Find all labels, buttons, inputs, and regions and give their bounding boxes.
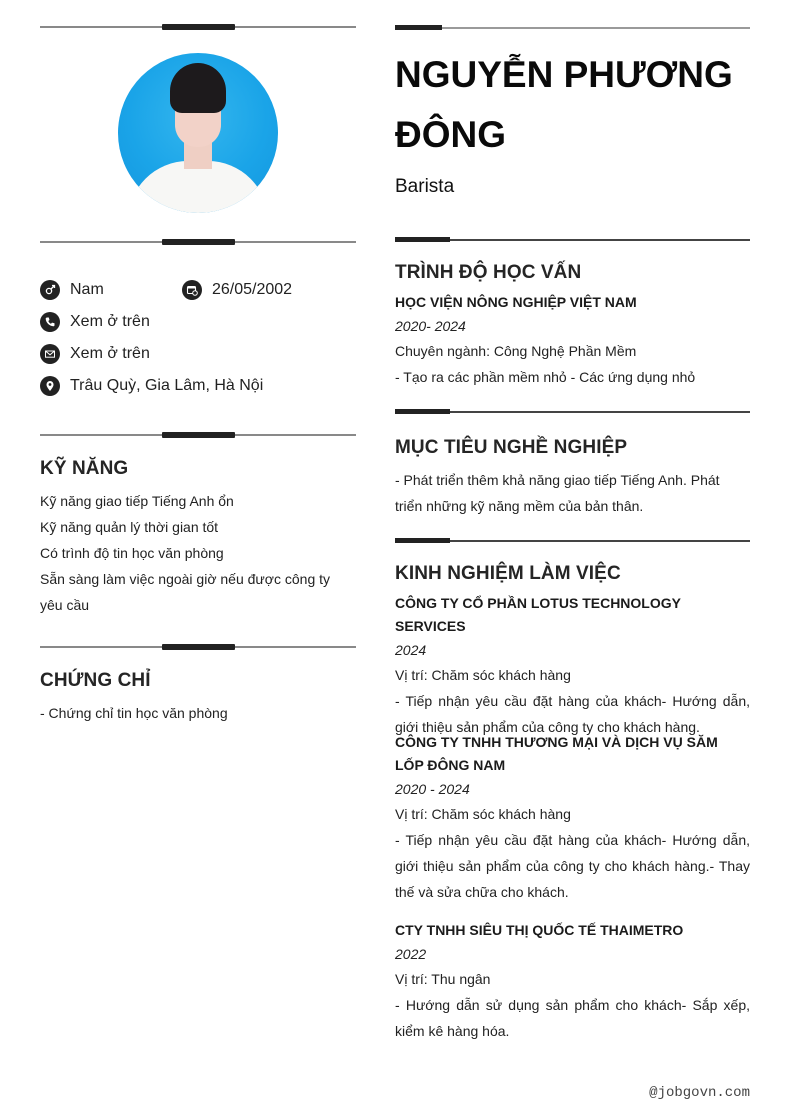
job-position: Vị trí: Thu ngân — [395, 971, 491, 987]
avatar — [118, 53, 278, 213]
watermark: @jobgovn.com — [649, 1085, 750, 1101]
experience-item — [395, 592, 750, 740]
job-position: Vị trí: Chăm sóc khách hàng — [395, 806, 571, 822]
divider — [395, 236, 750, 244]
birthday-value: 26/05/2002 — [212, 281, 293, 298]
divider — [40, 642, 356, 652]
skill-item: Có trình độ tin học văn phòng — [40, 545, 224, 561]
job-period: 2022 — [395, 946, 427, 962]
experience-item — [395, 731, 750, 905]
company-name: CTY TNHH SIÊU THỊ QUỐC TẾ THAIMETRO — [395, 922, 684, 938]
skills-title: KỸ NĂNG — [40, 458, 129, 479]
divider — [395, 537, 750, 545]
skills-list — [40, 488, 356, 618]
mail-icon — [40, 344, 60, 364]
birthday-row — [182, 278, 292, 302]
job-description: - Tiếp nhận yêu cầu đặt hàng của khách- Hướng dẫn, giới thiệu sản phẩm của công ty cho khách hàng.- Thay thế và sửa chữa cho khách. — [395, 832, 750, 900]
job-period: 2024 — [395, 642, 427, 658]
certificates-list — [40, 700, 356, 726]
address-value: Trâu Quỳ, Gia Lâm, Hà Nội — [70, 377, 264, 394]
skill-item: Kỹ năng giao tiếp Tiếng Anh ổn — [40, 493, 234, 509]
job-description: - Hướng dẫn sử dụng sản phẩm cho khách- Sắp xếp, kiểm kê hàng hóa. — [395, 997, 750, 1039]
education-major: Chuyên ngành: Công Nghệ Phần Mềm — [395, 343, 637, 359]
education-block — [395, 291, 750, 390]
gender-row — [40, 278, 104, 302]
skill-item: Kỹ năng quản lý thời gian tốt — [40, 519, 219, 535]
divider — [395, 24, 750, 32]
objective-title: MỤC TIÊU NGHỀ NGHIỆP — [395, 437, 628, 458]
education-period: 2020- 2024 — [395, 318, 466, 334]
candidate-role: Barista — [395, 176, 455, 197]
certificates-title: CHỨNG CHỈ — [40, 670, 151, 691]
divider — [40, 430, 356, 440]
address-row — [40, 374, 263, 398]
school-name: HỌC VIỆN NÔNG NGHIỆP VIỆT NAM — [395, 294, 637, 310]
job-description: - Tiếp nhận yêu cầu đặt hàng của khách- Hướng dẫn, giới thiệu sản phẩm của công ty cho khách hàng. — [395, 693, 750, 735]
skill-item: Sẵn sàng làm việc ngoài giờ nếu được công ty yêu cầu — [40, 571, 331, 613]
certificate-item: - Chứng chỉ tin học văn phòng — [40, 705, 228, 721]
email-value: Xem ở trên — [70, 345, 150, 362]
phone-row — [40, 310, 150, 334]
job-period: 2020 - 2024 — [395, 781, 470, 797]
phone-value: Xem ở trên — [70, 313, 150, 330]
objective-text: - Phát triển thêm khả năng giao tiếp Tiếng Anh. Phát triển những kỹ năng mềm của bản thân. — [395, 472, 720, 514]
gender-icon — [40, 280, 60, 300]
divider — [40, 237, 356, 247]
education-description: - Tạo ra các phần mềm nhỏ - Các ứng dụng nhỏ — [395, 369, 696, 385]
gender-value: Nam — [70, 281, 104, 298]
education-title: TRÌNH ĐỘ HỌC VẤN — [395, 262, 582, 283]
divider — [395, 408, 750, 416]
location-pin-icon — [40, 376, 60, 396]
candidate-name: NGUYỄN PHƯƠNG ĐÔNG — [395, 54, 733, 155]
phone-icon — [40, 312, 60, 332]
calendar-icon — [182, 280, 202, 300]
divider — [40, 22, 356, 32]
email-row — [40, 342, 150, 366]
company-name: CÔNG TY CỔ PHẦN LOTUS TECHNOLOGY SERVICES — [395, 595, 681, 634]
experience-item — [395, 919, 750, 1044]
company-name: CÔNG TY TNHH THƯƠNG MẠI VÀ DỊCH VỤ SĂM LỐP ĐÔNG NAM — [395, 734, 718, 773]
job-position: Vị trí: Chăm sóc khách hàng — [395, 667, 571, 683]
experience-title: KINH NGHIỆM LÀM VIỆC — [395, 563, 621, 584]
